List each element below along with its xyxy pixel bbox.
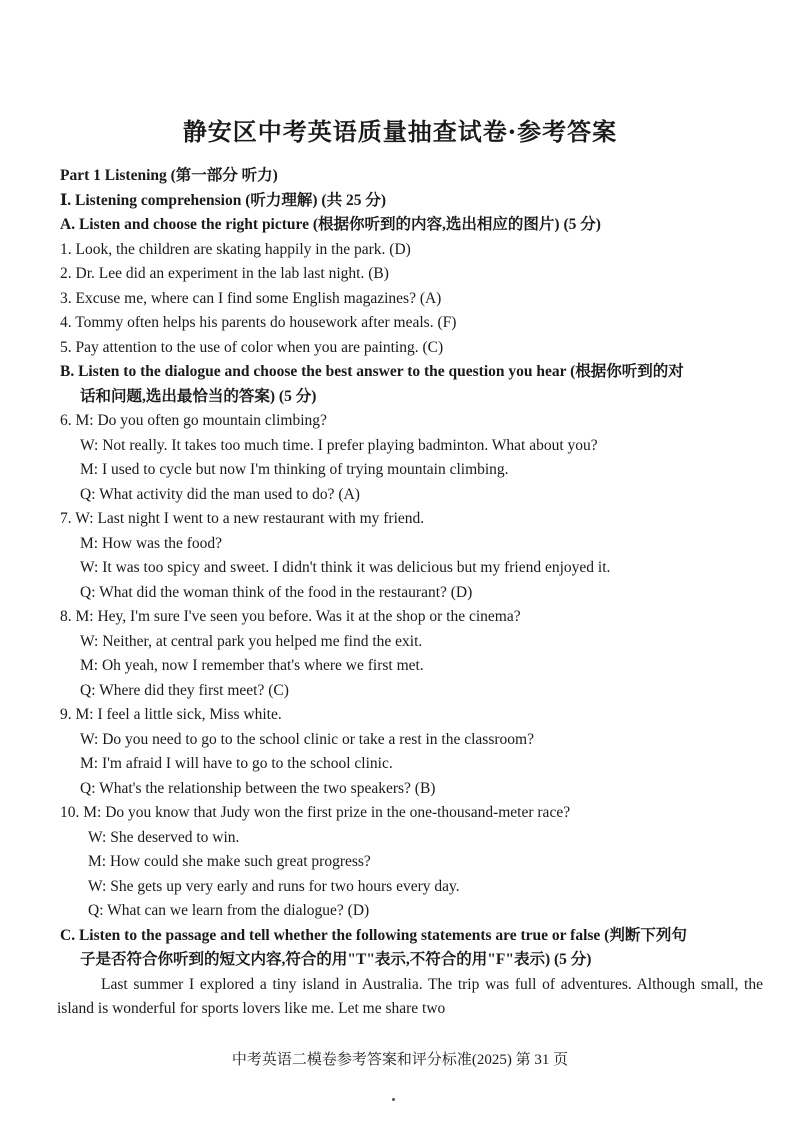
dialogue-line: W: Not really. It takes too much time. I prefer playing badminton. What about you? [80,436,598,454]
dialogue-line: 7. W: Last night I went to a new restaurant with my friend. [60,510,425,527]
dialogue-line: 8. M: Hey, I'm sure I've seen you before. Was it at the shop or the cinema? [60,608,521,625]
dialogue-line: M: I used to cycle but now I'm thinking of trying mountain climbing. [80,461,509,478]
list-item: 5. Pay attention to the use of color when you are painting. (C) [60,338,444,356]
dialogue-line: 10. M: Do you know that Judy won the first prize in the one-thousand-meter race? [60,804,571,821]
dialogue-line: W: It was too spicy and sweet. I didn't think it was delicious but my friend enjoyed it. [80,559,611,576]
dialogue-line: 6. M: Do you often go mountain climbing? [60,412,327,429]
dialogue-9 [60,703,760,801]
dialogue-10 [60,801,760,924]
speck-mark [392,1098,395,1101]
dialogue-8 [60,605,760,703]
section-i-heading: Ⅰ. Listening comprehension (听力理解) (共 25 分) [60,191,387,209]
dialogue-6 [60,409,760,507]
section-b-heading: B. Listen to the dialogue and choose the best answer to the question you hear (根据你听到的对 [60,363,684,380]
passage-text: Last summer I explored a tiny island in Australia. The trip was full of adventures. Although small, the island is wonderful for sports lovers like me. Let me share two [57,975,763,1017]
answer-content [57,164,763,1022]
list-item: 3. Excuse me, where can I find some English magazines? (A) [60,289,442,307]
dialogue-line: Q: What activity did the man used to do? (A) [80,485,360,503]
dialogue-line: Q: What can we learn from the dialogue? (D) [88,902,370,919]
section-c-heading-cont: 子是否符合你听到的短文内容,符合的用"T"表示,不符合的用"F"表示) (5 分) [80,951,592,968]
dialogue-line: W: Do you need to go to the school clinic or take a rest in the classroom? [80,730,534,748]
list-item: 2. Dr. Lee did an experiment in the lab last night. (B) [60,265,389,282]
dialogue-line: W: Neither, at central park you helped me find the exit. [80,632,423,650]
section-a-items [60,238,760,361]
page-title: 静安区中考英语质量抽查试卷·参考答案 [182,117,618,146]
section-c-heading: C. Listen to the passage and tell whether the following statements are true or false (判断下列句 [60,926,687,944]
dialogue-line: W: She gets up very early and runs for two hours every day. [88,877,460,895]
list-item: 4. Tommy often helps his parents do housework after meals. (F) [60,314,457,331]
dialogue-line: M: How could she make such great progress? [88,853,371,870]
page-footer: 中考英语二模卷参考答案和评分标准(2025) 第 31 页 [231,1052,569,1068]
dialogue-line: M: I'm afraid I will have to go to the school clinic. [80,755,393,772]
dialogue-line: M: Oh yeah, now I remember that's where we first met. [80,657,424,674]
dialogue-line: Q: What did the woman think of the food in the restaurant? (D) [80,583,473,601]
dialogue-7 [60,507,760,605]
list-item: 1. Look, the children are skating happily in the park. (D) [60,240,411,258]
dialogue-line: M: How was the food? [80,534,223,552]
dialogue-line: W: She deserved to win. [88,828,240,846]
dialogue-line: Q: Where did they first meet? (C) [80,681,289,699]
dialogue-line: Q: What's the relationship between the two speakers? (B) [80,779,436,797]
section-b-heading-cont: 话和问题,选出最恰当的答案) (5 分) [80,387,317,405]
section-a-heading: A. Listen and choose the right picture (根据你听到的内容,选出相应的图片) (5 分) [60,216,601,233]
part1-heading: Part 1 Listening (第一部分 听力) [60,167,278,184]
dialogue-line: 9. M: I feel a little sick, Miss white. [60,706,282,723]
